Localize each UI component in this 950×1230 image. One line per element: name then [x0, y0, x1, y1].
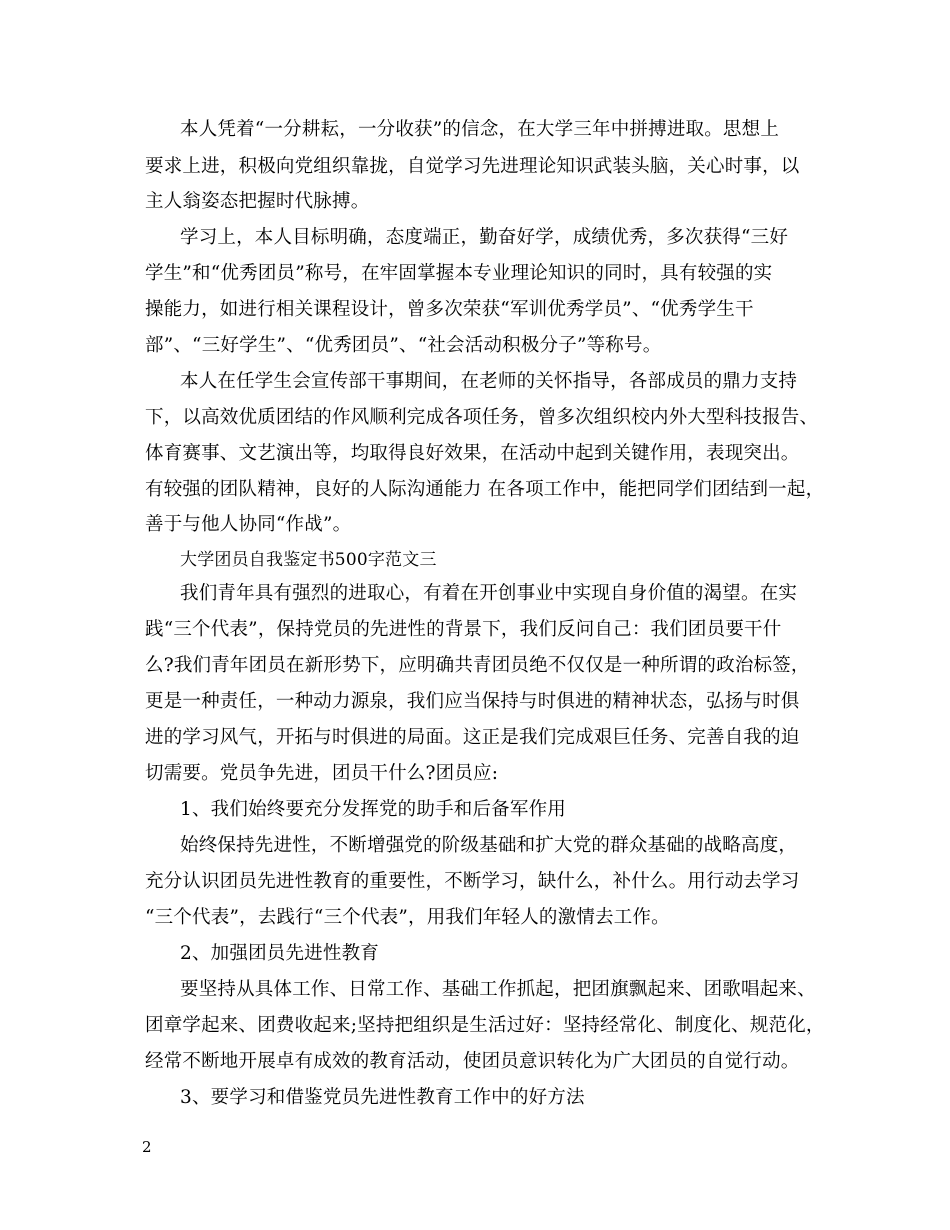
paragraph-5-line-2: 充分认识团员先进性教育的重要性，不断学习，缺什么，补什么。用行动去学习: [145, 871, 800, 892]
paragraph-6-line-3: 经常不断地开展卓有成效的教育活动，使团员意识转化为广大团员的自觉行动。: [145, 1051, 800, 1072]
paragraph-4-line-2: 践“三个代表”，保持党员的先进性的背景下，我们反问自己：我们团员要干什: [145, 619, 782, 640]
list-item-1-heading: 1、我们始终要充分发挥党的助手和后备军作用: [180, 799, 566, 820]
list-item-2-heading: 2、加强团员先进性教育: [180, 943, 379, 964]
paragraph-2-line-2: 学生”和“优秀团员”称号，在牢固掌握本专业理论知识的同时，具有较强的实: [145, 263, 773, 284]
paragraph-3-line-4: 有较强的团队精神，良好的人际沟通能力 在各项工作中，能把同学们团结到一起，: [145, 479, 825, 500]
paragraph-3-line-3: 体育赛事、文艺演出等，均取得良好效果，在活动中起到关键作用，表现突出。: [145, 443, 800, 464]
paragraph-2-line-3: 操能力，如进行相关课程设计，曾多次荣获“军训优秀学员”、“优秀学生干: [145, 299, 754, 320]
paragraph-3-line-1: 本人在任学生会宣传部干事期间，在老师的关怀指导，各部成员的鼎力支持: [180, 371, 798, 392]
paragraph-1-line-2: 要求上进，积极向党组织靠拢，自觉学习先进理论知识武装头脑，关心时事，以: [145, 156, 800, 177]
paragraph-2-line-1: 学习上，本人目标明确，态度端正，勤奋好学，成绩优秀，多次获得“三好: [180, 227, 789, 248]
page-number: 2: [142, 1138, 152, 1156]
list-item-3-heading: 3、要学习和借鉴党员先进性教育工作中的好方法: [180, 1087, 585, 1108]
section-heading: 大学团员自我鉴定书500字范文三: [180, 550, 437, 570]
paragraph-4-line-4: 更是一种责任，一种动力源泉，我们应当保持与时俱进的精神状态，弘扬与时俱: [145, 691, 800, 712]
paragraph-4-line-5: 进的学习风气，开拓与时俱进的局面。这正是我们完成艰巨任务、完善自我的迫: [145, 727, 800, 748]
paragraph-6-line-1: 要坚持从具体工作、日常工作、基础工作抓起，把团旗飘起来、团歌唱起来、: [180, 979, 816, 1000]
paragraph-4-line-6: 切需要。党员争先进，团员干什么?团员应:: [145, 763, 499, 784]
paragraph-1-line-1: 本人凭着“一分耕耘，一分收获”的信念，在大学三年中拼搏进取。思想上: [180, 119, 780, 140]
paragraph-3-line-5: 善于与他人协同“作战”。: [145, 514, 352, 535]
paragraph-3-line-2: 下，以高效优质团结的作风顺利完成各项任务，曾多次组织校内外大型科技报告、: [145, 407, 819, 428]
paragraph-5-line-3: “三个代表”，去践行“三个代表”，用我们年轻人的激情去工作。: [145, 907, 670, 928]
paragraph-6-line-2: 团章学起来、团费收起来;坚持把组织是生活过好：坚持经常化、制度化、规范化，: [145, 1015, 825, 1036]
paragraph-2-line-4: 部”、“三好学生”、“优秀团员”、“社会活动积极分子”等称号。: [145, 335, 662, 356]
paragraph-5-line-1: 始终保持先进性，不断增强党的阶级基础和扩大党的群众基础的战略高度，: [180, 835, 798, 856]
paragraph-4-line-3: 么?我们青年团员在新形势下，应明确共青团员绝不仅仅是一种所谓的政治标签，: [145, 655, 810, 676]
paragraph-4-line-1: 我们青年具有强烈的进取心，有着在开创事业中实现自身价值的渴望。在实: [180, 583, 798, 604]
paragraph-1-line-3: 主人翁姿态把握时代脉搏。: [145, 191, 370, 212]
